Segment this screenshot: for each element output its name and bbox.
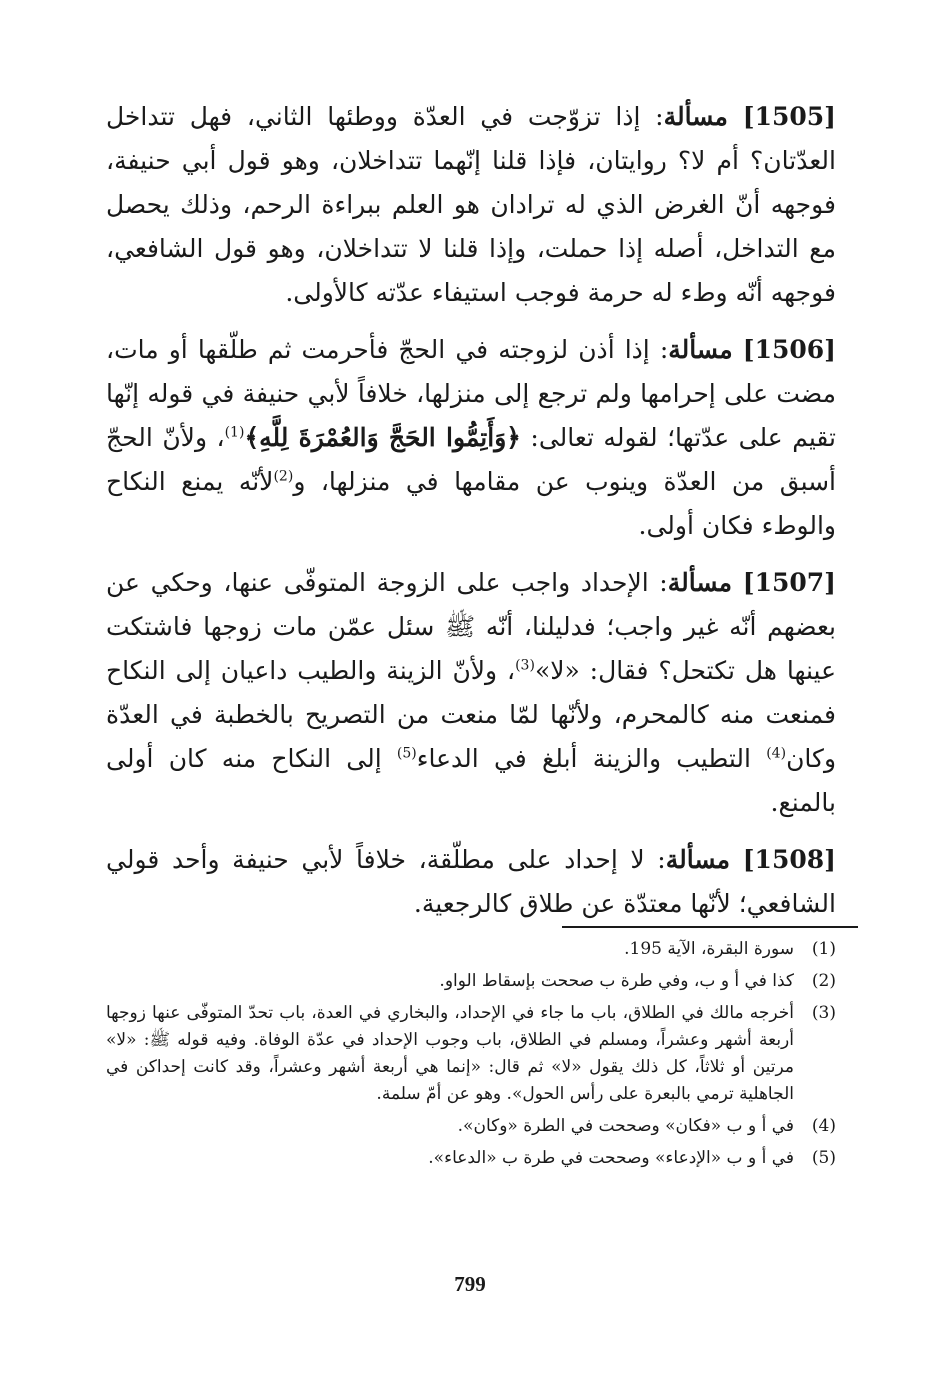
footnote-number: (3) <box>811 1003 836 1023</box>
footnotes <box>106 936 836 1177</box>
issue-text: التطيب والزينة أبلغ في الدعاء <box>416 744 767 773</box>
footnote-item <box>106 936 836 963</box>
footnote-number: (5) <box>811 1148 836 1168</box>
issue-label: مسألة <box>667 568 733 597</box>
issue-text: : إذا أذن لزوجته في الحجّ فأحرمت ثم طلّقها أو مات، مضت على إحرامها ولم ترجع إلى منزلها، خلافاً لأبي حنيفة في قوله إنّها تقيم على عدّتها؛ لقوله تعالى: <box>106 335 836 452</box>
footnote-number: (2) <box>811 971 836 991</box>
issue-text: : لا إحداد على مطلّقة، خلافاً لأبي حنيفة وأحد قولي الشافعي؛ لأنّها معتدّة عن طلاق كالرجعية. <box>106 845 836 918</box>
footnote-item <box>106 1113 836 1140</box>
issue-number: [1506] <box>742 335 836 364</box>
main-text <box>106 95 836 939</box>
issue-label: مسألة <box>663 102 728 131</box>
footnote-ref: (2) <box>273 468 294 485</box>
issue-1507-paragraph <box>106 561 836 825</box>
issue-label: مسألة <box>665 845 731 874</box>
footnote-text: سورة البقرة، الآية 195. <box>624 939 794 959</box>
issue-text: لأنّه يمنع النكاح والوطء فكان أولى. <box>106 467 836 540</box>
footnote-divider <box>562 926 858 928</box>
issue-number: [1507] <box>742 568 836 597</box>
page-number: 799 <box>454 1272 486 1296</box>
quran-verse: ﴿وَأَتِمُّوا الحَجَّ وَالعُمْرَةَ لِلَّهِ﴾ <box>244 423 521 452</box>
footnote-ref: (3) <box>515 657 535 674</box>
footnote-text: كذا في أ و ب، وفي طرة ب صححت بإسقاط الواو. <box>439 971 794 991</box>
issue-1508-paragraph <box>106 838 836 926</box>
issue-text: إلى النكاح منه كان أولى بالمنع. <box>106 744 836 817</box>
footnote-ref: (4) <box>766 745 787 762</box>
footnote-item <box>106 968 836 995</box>
issue-number: [1505] <box>742 102 836 131</box>
footnote-item <box>106 1145 836 1172</box>
footnote-number: (1) <box>811 939 836 959</box>
issue-label: مسألة <box>668 335 733 364</box>
issue-text: ، ولأنّ الزينة والطيب داعيان إلى النكاح فمنعت منه كالمحرم، ولأنّها لمّا منعت من التصريح بالخطبة في العدّة وكان <box>106 656 837 773</box>
footnote-number: (4) <box>811 1116 836 1136</box>
issue-number: [1508] <box>742 845 836 874</box>
footnote-item <box>106 1000 836 1108</box>
issue-1506-paragraph <box>106 328 836 548</box>
issue-text: : الإحداد واجب على الزوجة المتوفّى عنها، وحكي عن بعضهم أنّه غير واجب؛ فدليلنا، أنّه ﷺ سئل عمّن مات زوجها فاشتكت عينها هل تكتحل؟ فقال: «لا» <box>106 568 836 685</box>
footnote-text: في أ و ب «الإدعاء» وصححت في طرة ب «الدعاء». <box>428 1148 794 1168</box>
issue-1505-paragraph <box>106 95 836 315</box>
footnote-text: أخرجه مالك في الطلاق، باب ما جاء في الإحداد، والبخاري في العدة، باب تحدّ المتوفّى عنها زوجها أربعة أشهر وعشراً، ومسلم في الطلاق، باب وجوب الإحداد في عدّة الوفاة. وفيه قوله ﷺ: «لا» مرتين أو ثلاثاً، كل ذلك يقول «لا» ثم قال: «إنما هي أربعة أشهر وعشراً، وقد كانت إحداكن في الجاهلية ترمي بالبعرة على رأس الحول». وهو عن أمّ سلمة. <box>106 1003 794 1104</box>
footnote-ref: (5) <box>396 745 417 762</box>
footnote-text: في أ و ب «فكان» وصححت في الطرة «وكان». <box>457 1116 794 1136</box>
issue-text: : إذا تزوّجت في العدّة ووطئها الثاني، فهل تتداخل العدّتان؟ أم لا؟ روايتان، فإذا قلنا إنّهما تتداخلان، وهو قول أبي حنيفة، فوجهه أنّ الغرض الذي له ترادان هو العلم ببراءة الرحم، وذلك يحصل مع التداخل، أصله إذا حملت، وإذا قلنا لا تتداخلان، وهو قول الشافعي، فوجهه أنّه وطء له حرمة فوجب استيفاء عدّته كالأولى. <box>106 102 836 307</box>
issue-text: ، ولأنّ الحجّ أسبق من العدّة وينوب عن مقامها في منزلها، و <box>106 423 837 496</box>
footnote-ref: (1) <box>224 424 245 441</box>
